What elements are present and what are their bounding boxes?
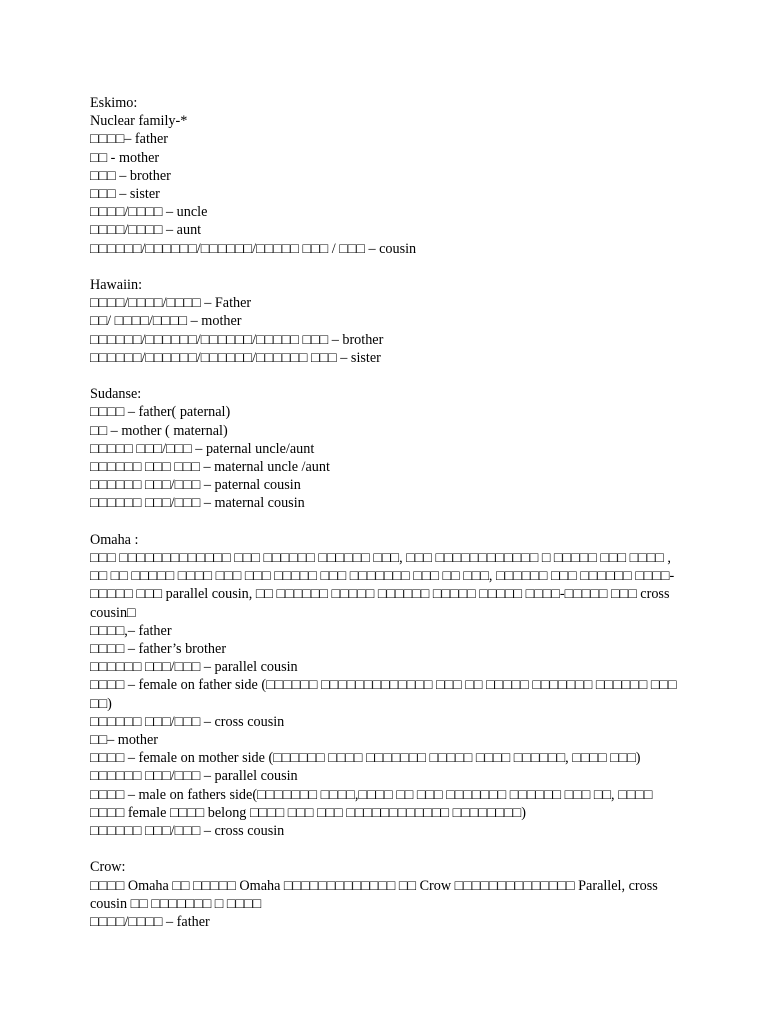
text-line: □□□□ – male on fathers side(□□□□□□□ □□□□,□□□□ □□ □□□ □□□□□□□ □□□□□□ □□□ □□, □□□□ □□□□ female □□□□ belong □□□□ □□□ □□□ □□□□□□□□□□□□ □□□□□□□□): [90, 786, 656, 821]
section-heading: Eskimo:: [90, 95, 138, 111]
text-line: □□□□,– father: [90, 622, 172, 639]
text-line: □□□□□□ □□□/□□□ – parallel cousin: [90, 768, 298, 785]
text-line: □□□□□□ □□□/□□□ – paternal cousin: [90, 477, 301, 494]
text-line: □□□□– father: [90, 131, 168, 148]
text-line: □□/ □□□□/□□□□ – mother: [90, 313, 242, 330]
text-line: □□□□□□/□□□□□□/□□□□□□/□□□□□ □□□ – brother: [90, 331, 384, 348]
section-heading: Crow:: [90, 859, 126, 876]
text-line: □□□□/□□□□ – father: [90, 914, 210, 931]
text-line: □□□□ – female on father side (□□□□□□ □□□□□□□□□□□□□ □□□ □□ □□□□□ □□□□□□□ □□□□□□ □□□ □□): [90, 677, 681, 712]
blank-line: [90, 513, 680, 531]
document-page: [90, 94, 680, 931]
text-line: □□□ – sister: [90, 186, 160, 203]
text-line: □□□□□□ □□□ □□□ – maternal uncle /aunt: [90, 459, 330, 476]
text-line: □□ – mother ( maternal): [90, 422, 228, 439]
blank-line: [90, 258, 680, 276]
text-line: □□ - mother: [90, 149, 160, 166]
section-omaha: [90, 531, 680, 840]
text-line: □□□□ – father’s brother: [90, 641, 227, 658]
section-heading: Sudanse:: [90, 386, 142, 403]
text-line: Nuclear family-*: [90, 113, 188, 130]
text-line: □□□ – brother: [90, 167, 171, 184]
blank-line: [90, 840, 680, 858]
section-crow: [90, 858, 680, 931]
paragraph: □□□□ Omaha □□ □□□□□ Omaha □□□□□□□□□□□□□ □□ Crow □□□□□□□□□□□□□□ Parallel, cross cousin □□ □□□□□□□ □ □□□□: [90, 877, 662, 912]
text-line: □□□□□□/□□□□□□/□□□□□□/□□□□□ □□□ / □□□ – cousin: [90, 240, 417, 257]
section-heading: Omaha :: [90, 531, 139, 548]
paragraph: □□□ □□□□□□□□□□□□□ □□□ □□□□□□ □□□□□□ □□□, □□□ □□□□□□□□□□□□ □ □□□□□ □□□ □□□□ , □□ □□ □□□□□ □□□□ □□□ □□□ □□□□□ □□□ □□□□□□□ □□□ □□ □□□, □□□□□□ □□□ □□□□□□ □□□□-□□□□□ □□□ parallel cousin, □□ □□□□□□ □□□□□ □□□□□□ □□□□□ □□□□□ □□□□-□□□□□ □□□ cross cousin□: [90, 550, 675, 621]
text-line: □□□□□□ □□□/□□□ – parallel cousin: [90, 659, 298, 676]
text-line: □□□□□□ □□□/□□□ – cross cousin: [90, 823, 285, 840]
text-line: □□□□ – father( paternal): [90, 404, 231, 421]
section-heading: Hawaiin:: [90, 277, 143, 294]
section-sudanse: [90, 385, 680, 512]
blank-line: [90, 367, 680, 385]
text-line: □□□□/□□□□/□□□□ – Father: [90, 295, 252, 312]
text-line: □□□□□□ □□□/□□□ – maternal cousin: [90, 495, 305, 512]
text-line: □□□□/□□□□ – aunt: [90, 222, 202, 239]
text-line: □□□□ – female on mother side (□□□□□□ □□□□ □□□□□□□ □□□□□ □□□□ □□□□□□, □□□□ □□□): [90, 750, 641, 767]
text-line: □□□□□ □□□/□□□ – paternal uncle/aunt: [90, 440, 315, 457]
text-line: □□□□□□ □□□/□□□ – cross cousin: [90, 713, 285, 730]
text-line: □□□□/□□□□ – uncle: [90, 204, 208, 221]
section-eskimo: [90, 94, 680, 258]
text-line: □□□□□□/□□□□□□/□□□□□□/□□□□□□ □□□ – sister: [90, 349, 381, 366]
section-hawaiin: [90, 276, 680, 367]
text-line: □□– mother: [90, 732, 158, 749]
